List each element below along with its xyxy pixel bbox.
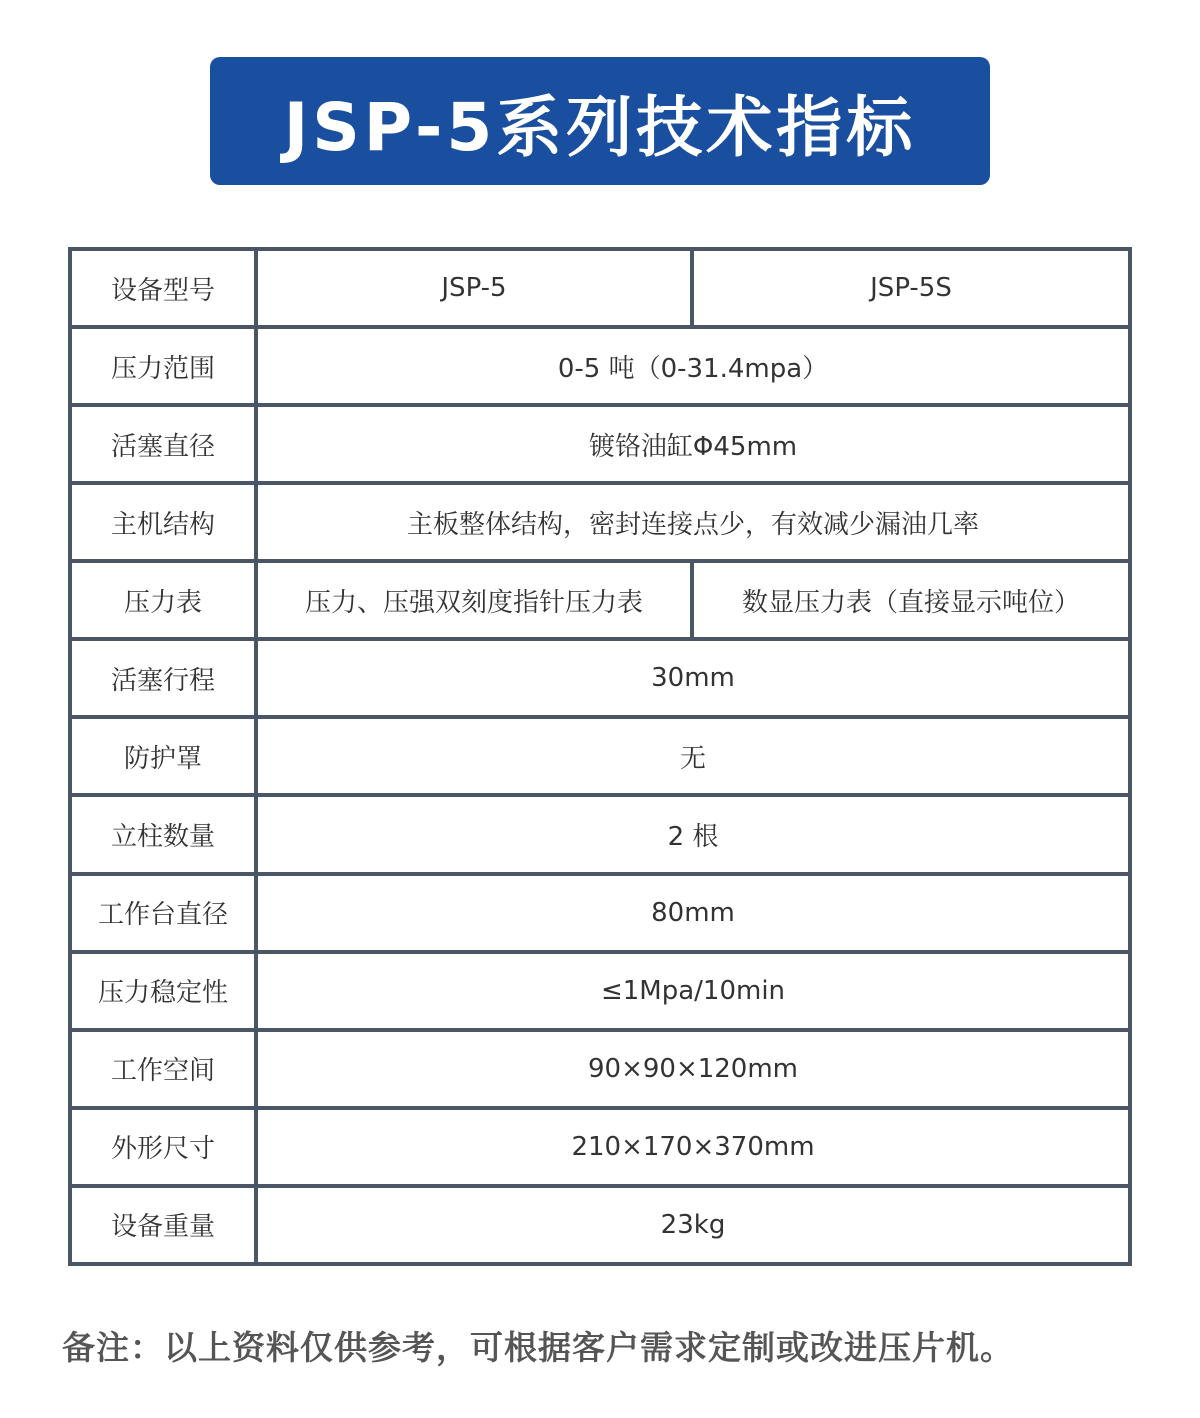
table-row-stroke [70,639,1130,717]
row-label: 立柱数量 [70,795,256,873]
row-label: 设备重量 [70,1186,256,1264]
page-title: JSP-5系列技术指标 [283,88,917,166]
row-label: 压力稳定性 [70,952,256,1030]
row-value: 90×90×120mm [256,1030,1130,1108]
table-row-model [70,249,1130,327]
row-value: 30mm [256,639,1130,717]
row-value: 镀铬油缸Φ45mm [256,405,1130,483]
gauge-jsp5s-cell: 数显压力表（直接显示吨位） [692,561,1130,639]
table-row-pressure-range [70,327,1130,405]
row-value: 0-5 吨（0-31.4mpa） [256,327,1130,405]
row-label: 工作台直径 [70,874,256,952]
table-row-weight [70,1186,1130,1264]
row-value: 无 [256,717,1130,795]
table-row-dimensions [70,1108,1130,1186]
gauge-jsp5-cell: 压力、压强双刻度指针压力表 [256,561,692,639]
table-row-gauge [70,561,1130,639]
spec-table [68,247,1132,1266]
row-value: ≤1Mpa/10min [256,952,1130,1030]
title-banner [210,57,990,185]
row-value: 23kg [256,1186,1130,1264]
row-value: 2 根 [256,795,1130,873]
row-label: 活塞行程 [70,639,256,717]
table-row-structure [70,483,1130,561]
footer-note: 备注：以上资料仅供参考，可根据客户需求定制或改进压片机。 [62,1328,1014,1367]
row-value: 210×170×370mm [256,1108,1130,1186]
row-label: 主机结构 [70,483,256,561]
row-label: 外形尺寸 [70,1108,256,1186]
model-jsp5s-cell: JSP-5S [692,249,1130,327]
row-label: 工作空间 [70,1030,256,1108]
row-label: 活塞直径 [70,405,256,483]
row-label: 压力表 [70,561,256,639]
table-row-stability [70,952,1130,1030]
row-label: 压力范围 [70,327,256,405]
table-row-columns [70,795,1130,873]
row-value: 主板整体结构，密封连接点少，有效减少漏油几率 [256,483,1130,561]
table-row-workspace [70,1030,1130,1108]
table-row-piston-diameter [70,405,1130,483]
model-jsp5-cell: JSP-5 [256,249,692,327]
table-row-guard [70,717,1130,795]
row-label: 设备型号 [70,249,256,327]
row-value: 80mm [256,874,1130,952]
table-row-table-diameter [70,874,1130,952]
row-label: 防护罩 [70,717,256,795]
